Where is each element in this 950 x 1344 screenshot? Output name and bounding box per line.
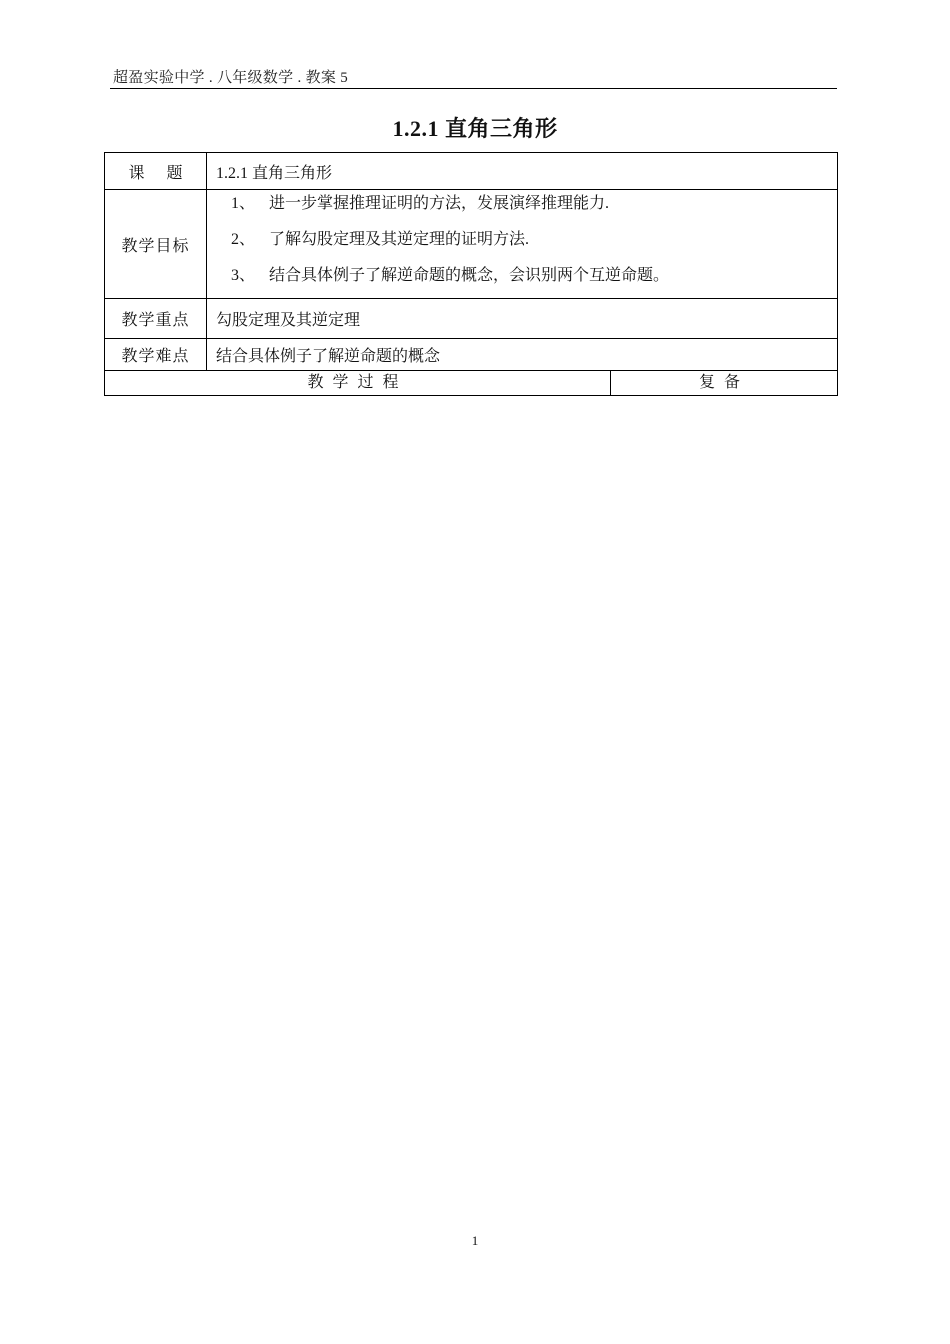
page-header: 超盈实验中学 . 八年级数学 . 教案 5 <box>113 70 349 86</box>
topic-label-part-b: 题 <box>166 164 183 182</box>
topic-value: 1.2.1 直角三角形 <box>207 153 838 190</box>
goal-text: 了解勾股定理及其逆定理的证明方法. <box>269 231 530 248</box>
process-header: 教学过程 <box>105 371 611 396</box>
key-point-row <box>105 299 838 339</box>
document-title: 1.2.1 直角三角形 <box>392 116 558 141</box>
goal-number: 3、 <box>231 267 256 284</box>
goals-label: 教学目标 <box>105 190 207 299</box>
goal-number: 1、 <box>231 195 256 212</box>
difficulty-label: 教学难点 <box>105 339 207 371</box>
goal-item <box>231 262 837 298</box>
goals-row <box>105 190 838 299</box>
process-header-row <box>105 371 838 396</box>
goals-list <box>207 190 838 299</box>
review-header: 复备 <box>611 371 838 396</box>
page-number: 1 <box>471 1233 479 1248</box>
goal-text: 结合具体例子了解逆命题的概念，会识别两个互逆命题。 <box>269 267 670 284</box>
key-point-value: 勾股定理及其逆定理 <box>207 299 838 339</box>
goal-item <box>231 226 837 262</box>
topic-row <box>105 153 838 190</box>
lesson-plan-table <box>104 152 838 396</box>
key-point-label: 教学重点 <box>105 299 207 339</box>
goal-text: 进一步掌握推理证明的方法，发展演绎推理能力. <box>269 195 610 212</box>
difficulty-value: 结合具体例子了解逆命题的概念 <box>207 339 838 371</box>
topic-label-part-a: 课 <box>128 164 145 182</box>
goal-number: 2、 <box>231 231 256 248</box>
topic-label <box>105 153 207 190</box>
header-rule <box>110 88 837 89</box>
difficulty-row <box>105 339 838 371</box>
goal-item <box>231 190 837 226</box>
